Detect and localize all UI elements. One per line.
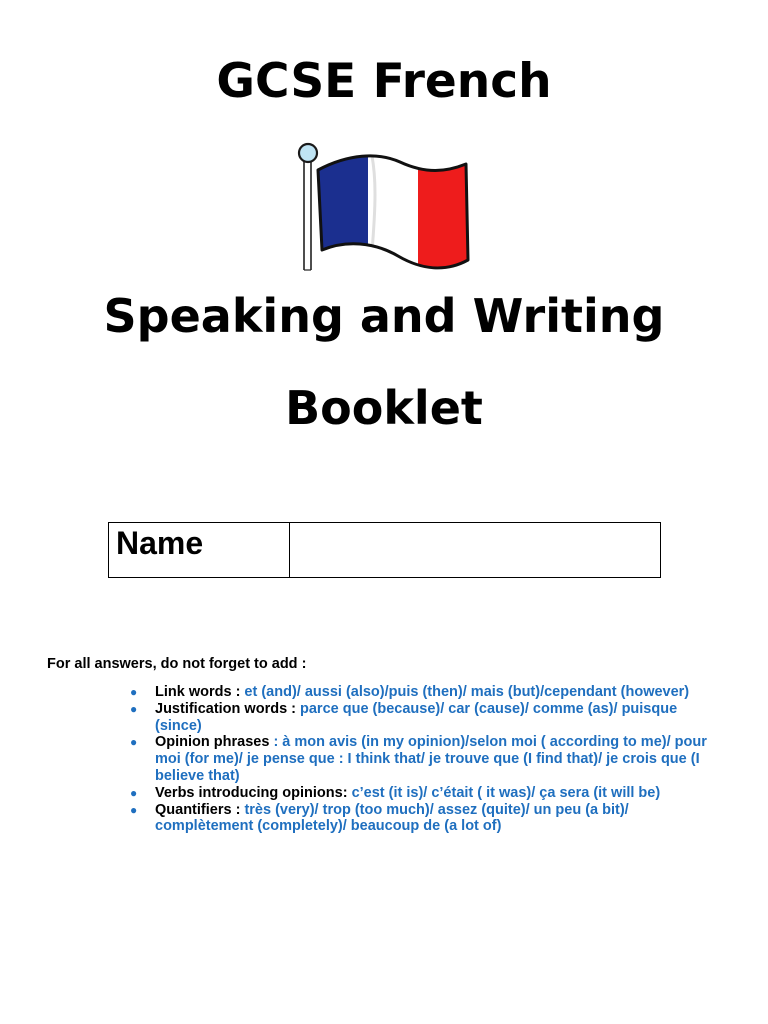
name-field[interactable] — [290, 523, 661, 578]
tip-label: Justification words : — [155, 700, 301, 717]
tips-intro: For all answers, do not forget to add : — [47, 656, 307, 672]
booklet-subtitle-line-1: Speaking and Writing — [103, 289, 665, 343]
page-title: GCSE French — [216, 54, 552, 109]
tip-item-link-words — [130, 684, 720, 701]
bullet-dot-icon: ● — [130, 735, 138, 750]
tip-text: c’est (it is)/ c’était ( it was)/ ça sera (it will be) — [351, 784, 661, 801]
tip-item-justification-words — [130, 701, 720, 735]
tip-text: très (very)/ trop (too much)/ assez (quite)/ un peu (a bit)/ complètement (completely)/ beaucoup de (a lot of) — [155, 801, 629, 835]
bullet-dot-icon: ● — [130, 802, 138, 817]
tip-text: et (and)/ aussi (also)/puis (then)/ mais (but)/cependant (however) — [244, 684, 690, 700]
flagpole-finial — [299, 144, 317, 162]
name-label-cell — [109, 523, 290, 578]
tip-item-verbs-introducing-opinions — [130, 785, 720, 802]
tip-label: Opinion phrases — [155, 734, 274, 751]
tip-text: parce que (because)/ car (cause)/ comme (as)/ puisque (since) — [155, 700, 678, 734]
tip-label: Quantifiers : — [155, 801, 245, 818]
tip-text: : à mon avis (in my opinion)/selon moi ( according to me)/ pour moi (for me)/ je pense que : I think that/ je trouve que (I find that)/ je crois que (I believe that) — [155, 734, 707, 784]
tip-item-opinion-phrases — [130, 734, 720, 784]
booklet-subtitle-line-2: Booklet — [285, 381, 483, 435]
bullet-dot-icon: ● — [130, 785, 138, 800]
tip-label: Verbs introducing opinions: — [155, 784, 352, 801]
tip-label: Link words : — [155, 684, 245, 700]
name-label: Name — [116, 525, 204, 561]
tips-list — [130, 684, 720, 835]
name-table — [108, 522, 661, 578]
french-flag-icon — [292, 140, 478, 274]
bullet-dot-icon: ● — [130, 701, 138, 716]
bullet-dot-icon: ● — [130, 685, 138, 699]
tip-item-quantifiers — [130, 802, 720, 836]
